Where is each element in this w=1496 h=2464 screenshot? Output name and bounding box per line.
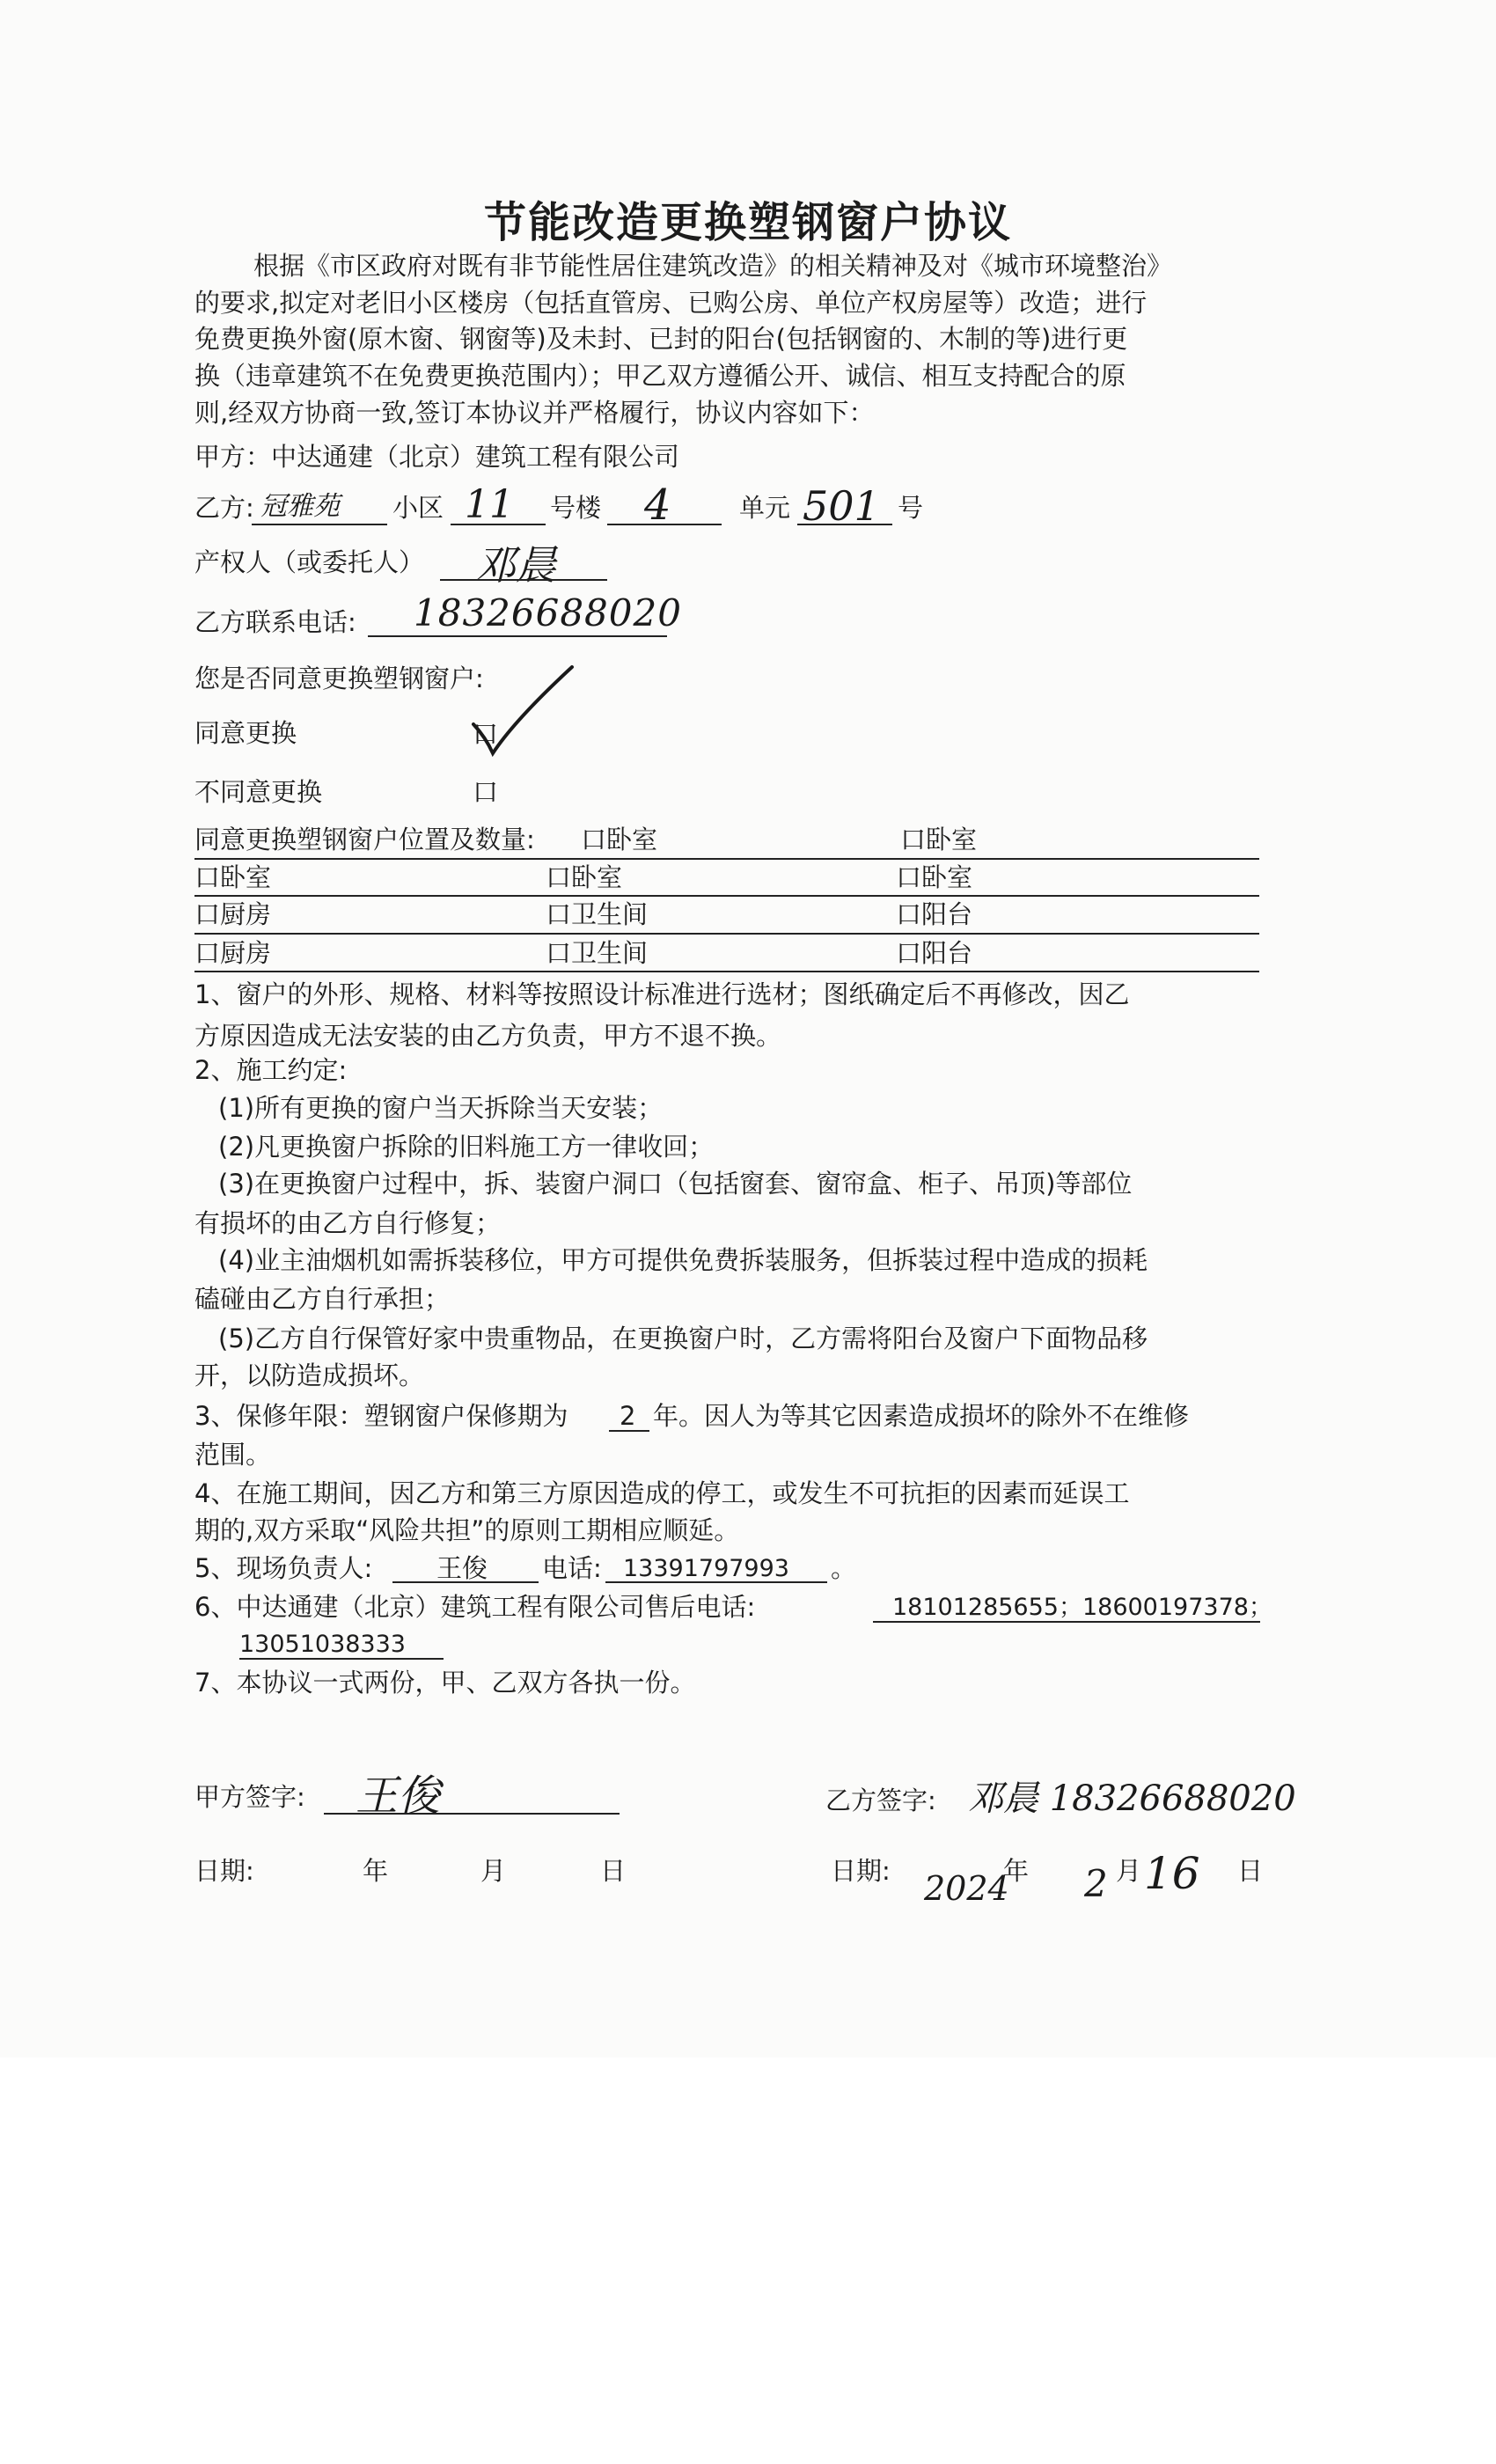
- clause-3-prefix: 3、保修年限：塑钢窗户保修期为: [194, 1401, 568, 1431]
- window-option[interactable]: 口卧室: [896, 862, 973, 892]
- party-b-year-value: 2024: [924, 1869, 1009, 1908]
- intro-line-3: 免费更换外窗(原木窗、钢窗等)及未封、已封的阳台(包括钢窗的、木制的等)进行更: [194, 324, 1128, 354]
- window-option[interactable]: 口厨房: [194, 899, 272, 929]
- party-b-building: 11: [465, 482, 514, 527]
- clause-4-line-2: 期的,双方采取“风险共担”的原则工期相应顺延。: [194, 1515, 740, 1545]
- party-b-date-label: 日期:: [831, 1856, 891, 1886]
- owner-signature: 邓晨: [475, 541, 556, 589]
- window-option[interactable]: 口卧室: [546, 862, 623, 892]
- party-a: 甲方：中达通建（北京）建筑工程有限公司: [194, 442, 680, 472]
- party-a-month-label: 月: [480, 1856, 507, 1886]
- clause-3-suffix: 年。因人为等其它因素造成损坏的除外不在维修: [653, 1401, 1190, 1431]
- page-title: 节能改造更换塑钢窗户协议: [483, 198, 1012, 247]
- clause-2-4-line-2: 磕碰由乙方自行承担；: [194, 1284, 451, 1314]
- window-option[interactable]: 口卫生间: [546, 899, 649, 929]
- party-b-label: 乙方:: [194, 493, 254, 523]
- clause-2-3-line-2: 有损坏的由乙方自行修复；: [194, 1208, 502, 1238]
- agree-label: 同意更换: [194, 718, 297, 748]
- window-option[interactable]: 口卧室: [900, 825, 978, 854]
- site-manager-name: 王俊: [436, 1553, 488, 1583]
- consent-question: 您是否同意更换塑钢窗户:: [194, 664, 484, 693]
- intro-line-1: 根据《市区政府对既有非节能性居住建筑改造》的相关精神及对《城市环境整治》: [253, 251, 1173, 281]
- clause-1-line-1: 1、窗户的外形、规格、材料等按照设计标准进行选材；图纸确定后不再修改，因乙: [194, 979, 1130, 1009]
- party-b-building-suffix: 号楼: [550, 493, 602, 523]
- party-a-sign-label: 甲方签字:: [194, 1782, 305, 1812]
- clause-2-2: (2)凡更换窗户拆除的旧料施工方一律收回；: [218, 1132, 715, 1162]
- window-option[interactable]: 口阳台: [896, 899, 973, 929]
- site-manager-phone: 13391797993: [623, 1555, 789, 1582]
- window-option[interactable]: 口厨房: [194, 938, 272, 968]
- party-b-day-value: 16: [1144, 1848, 1200, 1899]
- after-sales-phone-3: 13051038333: [239, 1631, 406, 1658]
- party-b-day-label: 日: [1237, 1856, 1264, 1886]
- party-b-month-value: 2: [1084, 1862, 1108, 1905]
- clause-3-years: 2: [620, 1401, 636, 1431]
- clause-2-1: (1)所有更换的窗户当天拆除当天安装；: [218, 1093, 664, 1123]
- party-b-signature: 邓晨 18326688020: [968, 1778, 1296, 1819]
- after-sales-phones: 18101285655；18600197378；: [892, 1594, 1272, 1621]
- clause-2-5-line-2: 开，以防造成损坏。: [194, 1360, 425, 1390]
- party-b-unit: 4: [644, 480, 671, 530]
- clause-2-5-line-1: (5)乙方自行保管好家中贵重物品，在更换窗户时，乙方需将阳台及窗户下面物品移: [218, 1324, 1148, 1353]
- party-b-room-suffix: 号: [898, 493, 924, 523]
- party-b-unit-suffix: 单元: [739, 493, 791, 523]
- party-b-community-suffix: 小区: [392, 493, 444, 523]
- window-option[interactable]: 口卧室: [581, 825, 658, 854]
- window-option[interactable]: 口卧室: [194, 862, 272, 892]
- window-option[interactable]: 口阳台: [896, 938, 973, 968]
- clause-6-prefix: 6、中达通建（北京）建筑工程有限公司售后电话:: [194, 1592, 756, 1622]
- party-b-year-label: 年: [1003, 1856, 1030, 1886]
- intro-line-2: 的要求,拟定对老旧小区楼房（包括直管房、已购公房、单位产权房屋等）改造；进行: [194, 288, 1148, 318]
- party-a-year-label: 年: [363, 1856, 389, 1886]
- clause-5-end: 。: [831, 1553, 857, 1583]
- intro-line-5: 则,经双方协商一致,签订本协议并严格履行，协议内容如下：: [194, 398, 875, 428]
- check-mark-icon: [466, 658, 581, 764]
- clause-4-line-1: 4、在施工期间，因乙方和第三方原因造成的停工，或发生不可抗拒的因素而延误工: [194, 1478, 1130, 1508]
- disagree-checkbox[interactable]: 口: [473, 777, 499, 807]
- party-b-month-label: 月: [1116, 1856, 1142, 1886]
- clause-1-line-2: 方原因造成无法安装的由乙方负责，甲方不退不换。: [194, 1021, 782, 1051]
- phone-value: 18326688020: [414, 591, 682, 634]
- clause-2-4-line-1: (4)业主油烟机如需拆装移位，甲方可提供免费拆装服务，但拆装过程中造成的损耗: [218, 1245, 1148, 1275]
- party-b-community: 冠雅苑: [260, 491, 340, 522]
- disagree-label: 不同意更换: [194, 777, 323, 807]
- windows-label: 同意更换塑钢窗户位置及数量:: [194, 825, 535, 854]
- agree-checkbox[interactable]: 口: [473, 719, 499, 749]
- party-b-room: 501: [803, 482, 880, 530]
- intro-line-4: 换（违章建筑不在免费更换范围内）；甲乙双方遵循公开、诚信、相互支持配合的原: [194, 361, 1126, 391]
- clause-2-title: 2、施工约定:: [194, 1055, 348, 1085]
- party-a-signature: 王俊: [356, 1771, 441, 1821]
- party-a-day-label: 日: [600, 1856, 627, 1886]
- phone-label: 乙方联系电话:: [194, 607, 356, 637]
- owner-label: 产权人（或委托人）: [194, 547, 425, 577]
- party-b-sign-label: 乙方签字:: [825, 1786, 936, 1815]
- clause-5-prefix: 5、现场负责人:: [194, 1553, 373, 1583]
- clause-5-phone-label: 电话:: [542, 1553, 602, 1583]
- party-a-date-label: 日期:: [194, 1856, 254, 1886]
- clause-7: 7、本协议一式两份，甲、乙双方各执一份。: [194, 1668, 696, 1698]
- clause-3-line-2: 范围。: [194, 1440, 272, 1470]
- window-option[interactable]: 口卫生间: [546, 938, 649, 968]
- clause-2-3-line-1: (3)在更换窗户过程中，拆、装窗户洞口（包括窗套、窗帘盒、柜子、吊顶)等部位: [218, 1169, 1133, 1199]
